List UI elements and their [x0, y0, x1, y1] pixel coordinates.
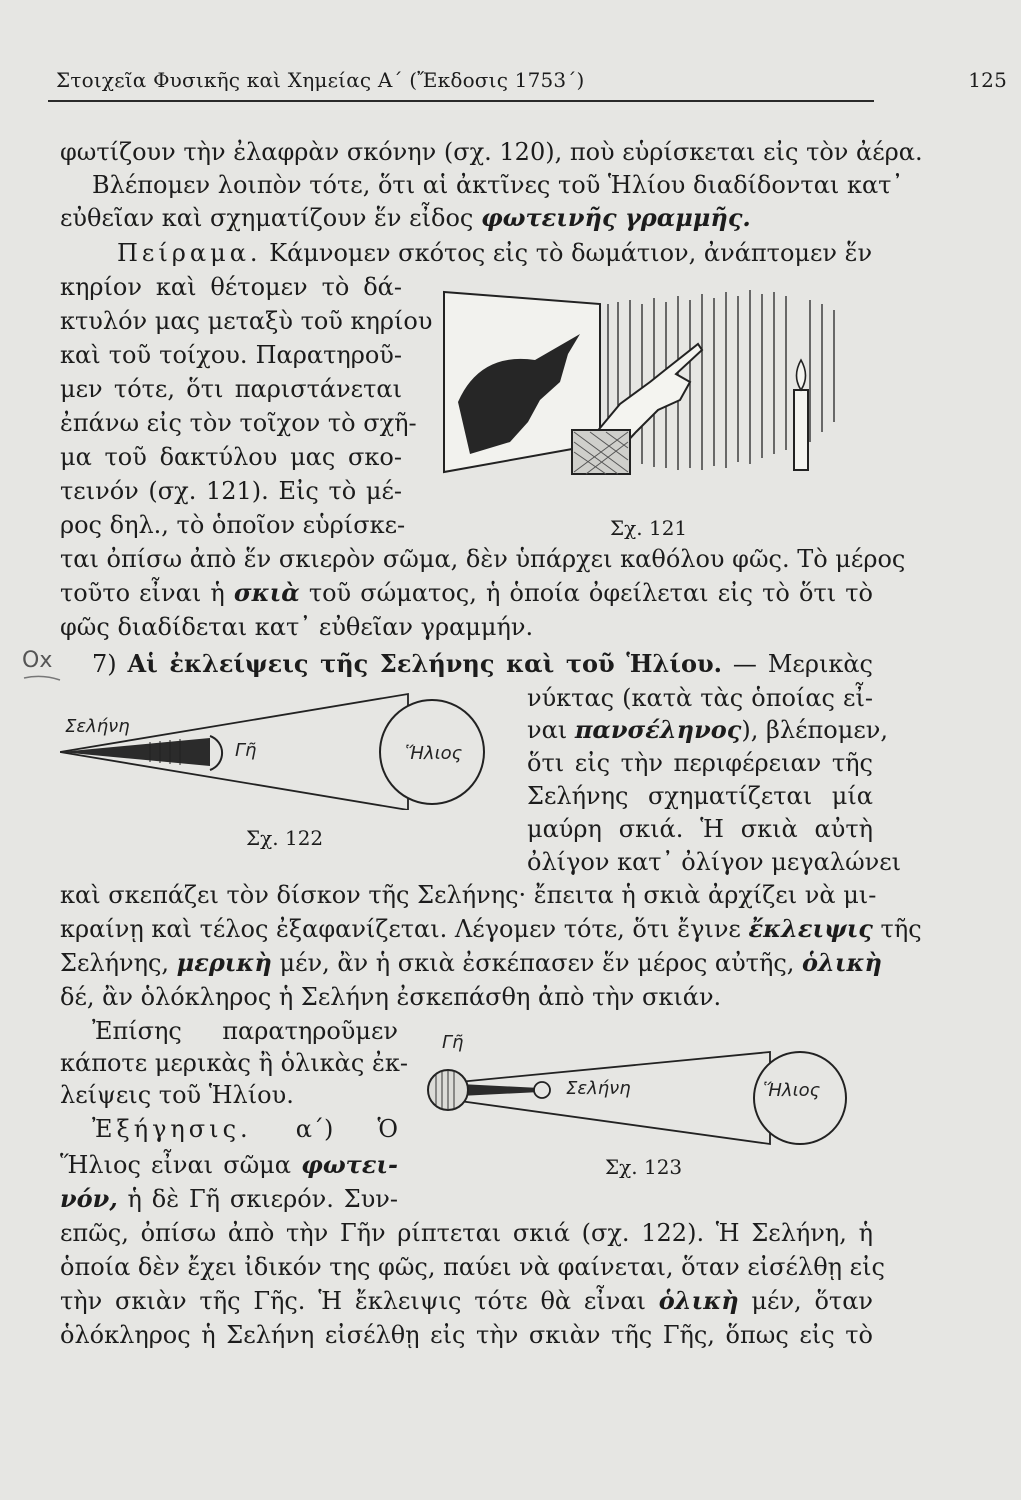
figure-122-caption: Σχ. 122 — [246, 826, 324, 850]
fig123-sun-label: Ἥλιος — [763, 1080, 821, 1101]
experiment-label: Πείραμα. — [117, 239, 262, 267]
text-line: ναι πανσέληνος), βλέπομεν, — [527, 715, 888, 744]
section-heading-line: 7) Αἱ ἐκλείψεις τῆς Σελήνης καὶ τοῦ Ἡλίου. — Μερικὰς — [92, 649, 873, 678]
text-line: κάποτε μερικὰς ἢ ὁλικὰς ἐκ- — [60, 1049, 408, 1077]
fig123-earth-label: Γῆ — [442, 1032, 464, 1053]
text-line: καὶ σκεπάζει τὸν δίσκον τῆς Σελήνης· ἔπειτα ἡ σκιὰ ἀρχίζει νὰ μι- — [60, 881, 877, 909]
text-line: ται ὀπίσω ἀπὸ ἕν σκιερὸν σῶμα, δὲν ὑπάρχει καθόλου φῶς. Τὸ μέρος — [60, 545, 906, 573]
header-rule — [48, 100, 874, 102]
text-line: καὶ τοῦ τοίχου. Παρατηροῦ- — [60, 341, 402, 369]
text-line: ὁποία δὲν ἔχει ἰδικόν της φῶς, παύει νὰ φαίνεται, ὅταν εἰσέλθῃ εἰς — [60, 1253, 885, 1281]
running-header — [48, 68, 1007, 96]
figure-121-caption: Σχ. 121 — [610, 516, 688, 540]
text-line: τοῦτο εἶναι ἡ σκιὰ τοῦ σώματος, ἡ ὁποία ὀφείλεται εἰς τὸ ὅτι τὸ — [60, 578, 873, 607]
text-line: ὅτι εἰς τὴν περιφέρειαν τῆς — [527, 749, 873, 777]
text-line: μεν τότε, ὅτι παριστάνεται — [60, 375, 402, 403]
page-number: 125 — [968, 68, 1007, 92]
text-line: κτυλόν μας μεταξὺ τοῦ κηρίου — [60, 307, 433, 335]
text-line: φωτίζουν τὴν ἐλαφρὰν σκόνην (σχ. 120), ποὺ εὑρίσκεται εἰς τὸν ἀέρα. — [60, 138, 923, 166]
margin-scribble — [22, 672, 62, 684]
figure-121-illustration — [440, 282, 850, 482]
handwritten-margin-note: Ox — [22, 648, 53, 673]
text-line: λείψεις τοῦ Ἡλίου. — [60, 1081, 294, 1109]
text-line: Βλέπομεν λοιπὸν τότε, ὅτι αἱ ἀκτῖνες τοῦ Ἡλίου διαδίδονται κατ᾽ — [92, 171, 904, 199]
text-line: κηρίον καὶ θέτομεν τὸ δά- — [60, 273, 402, 301]
text-line: Σελήνης σχηματίζεται μία — [527, 782, 873, 810]
figure-123-caption: Σχ. 123 — [605, 1155, 683, 1179]
text-line: Σελήνης, μερικὴ μέν, ἂν ἡ σκιὰ ἐσκέπασεν ἕν μέρος αὐτῆς, ὁλικὴ — [60, 948, 882, 977]
text-line: Ἥλιος εἶναι σῶμα φωτει- — [60, 1150, 398, 1179]
fig123-moon-label: Σελήνη — [566, 1078, 631, 1099]
text-line: Πείραμα. Κάμνομεν σκότος εἰς τὸ δωμάτιον, ἀνάπτομεν ἕν — [117, 239, 873, 267]
text-line: νύκτας (κατὰ τὰς ὁποίας εἶ- — [527, 684, 873, 712]
text-line: εὐθεῖαν καὶ σχηματίζουν ἕν εἶδος φωτεινῆς γραμμῆς. — [60, 203, 751, 232]
text-line: ρος δηλ., τὸ ὁποῖον εὑρίσκε- — [60, 511, 406, 539]
text-line: δέ, ἂν ὁλόκληρος ἡ Σελήνη ἐσκεπάσθη ἀπὸ τὴν σκιάν. — [60, 983, 722, 1011]
section-heading: Αἱ ἐκλείψεις τῆς Σελήνης καὶ τοῦ Ἡλίου. — [127, 649, 722, 678]
fig122-sun-label: Ἥλιος — [405, 743, 463, 764]
text-line: Ἐξήγησις. α΄) Ὁ — [92, 1115, 398, 1143]
text-line: μα τοῦ δακτύλου μας σκο- — [60, 443, 402, 471]
text-line: επῶς, ὀπίσω ἀπὸ τὴν Γῆν ρίπτεται σκιά (σχ. 122). Ἡ Σελήνη, ἡ — [60, 1219, 873, 1247]
header-title: Στοιχεῖα Φυσικῆς καὶ Χημείας Α΄ (Ἔκδοσις 1753΄) — [56, 68, 585, 92]
text-line: νόν, ἡ δὲ Γῆ σκιερόν. Συν- — [60, 1184, 398, 1213]
text-line: ὀλίγον κατ᾽ ὀλίγον μεγαλώνει — [527, 848, 902, 876]
text-line: κραίνῃ καὶ τέλος ἐξαφανίζεται. Λέγομεν τότε, ὅτι ἔγινε ἔκλειψις τῆς — [60, 914, 922, 943]
text-line: Ἐπίσης παρατηροῦμεν — [92, 1017, 398, 1045]
text-line: τεινόν (σχ. 121). Εἰς τὸ μέ- — [60, 477, 402, 505]
text-line: ἐπάνω εἰς τὸν τοῖχον τὸ σχῆ- — [60, 409, 417, 437]
text-line: ὁλόκληρος ἡ Σελήνη εἰσέλθῃ εἰς τὴν σκιὰν τῆς Γῆς, ὅπως εἰς τὸ — [60, 1321, 873, 1349]
fig122-moon-label: Σελήνη — [65, 716, 130, 737]
text-line: φῶς διαδίδεται κατ᾽ εὐθεῖαν γραμμήν. — [60, 613, 534, 641]
text-line: μαύρη σκιά. Ἡ σκιὰ αὐτὴ — [527, 815, 873, 843]
fig122-earth-label: Γῆ — [235, 740, 257, 761]
text-line: τὴν σκιὰν τῆς Γῆς. Ἡ ἔκλειψις τότε θὰ εἶναι ὁλικὴ μέν, ὅταν — [60, 1286, 874, 1315]
